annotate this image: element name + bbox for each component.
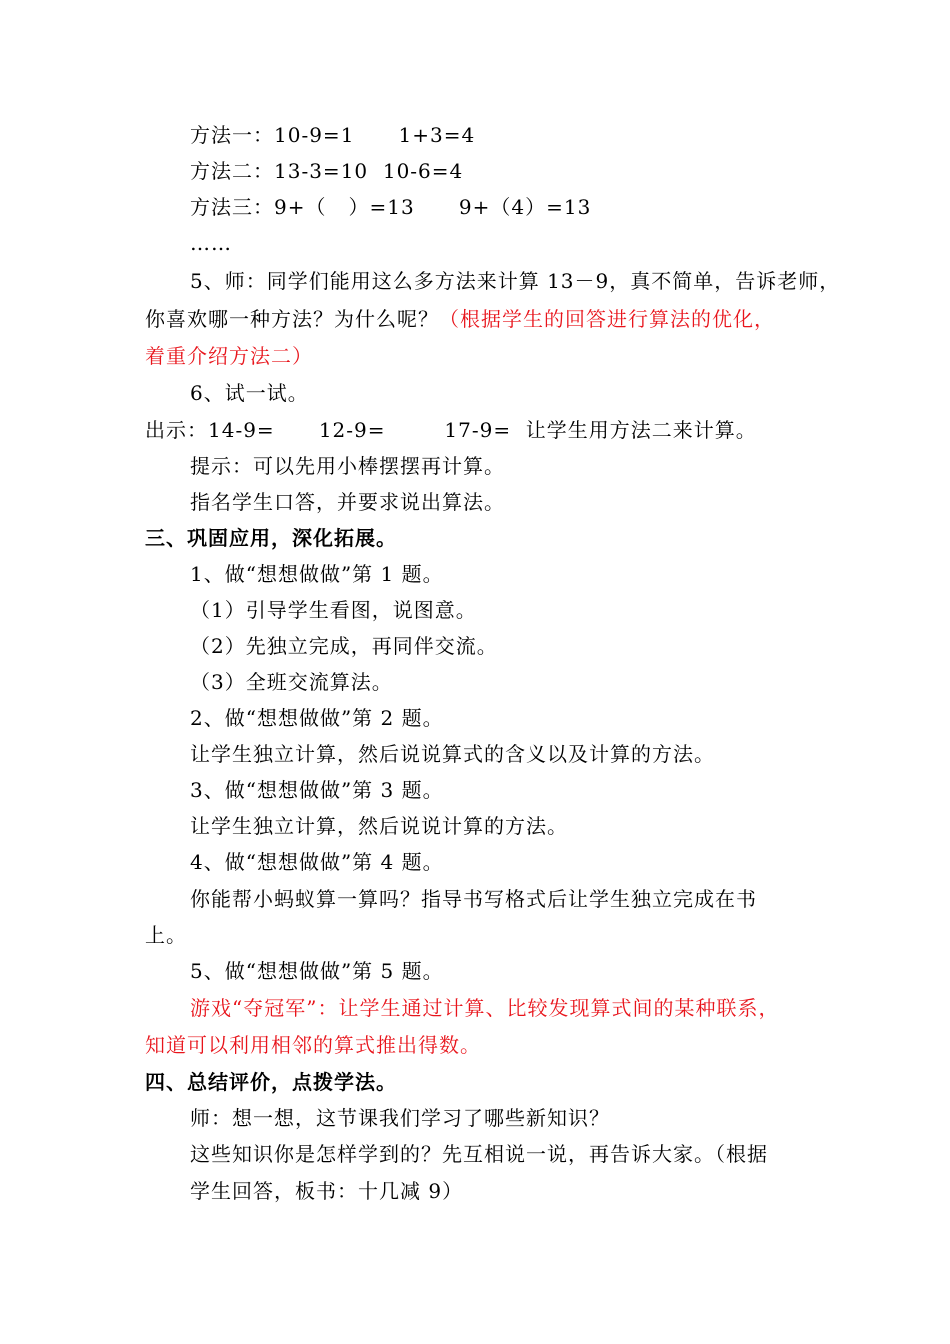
- question-line: [145, 306, 775, 332]
- exercise-2-line: 2、做“想想做做”第 2 题。: [190, 706, 444, 730]
- section-four-heading: 四、总结评价，点拨学法。: [145, 1070, 397, 1094]
- exercise-3-line: 3、做“想想做做”第 3 题。: [190, 778, 444, 802]
- game-line: 游戏“夺冠军”：让学生通过计算、比较发现算式间的某种联系，: [190, 996, 780, 1020]
- sub-step-2: （2）先独立完成，再同伴交流。: [190, 634, 498, 658]
- try-it-heading: 6、试一试。: [190, 381, 309, 405]
- method-one-line: 方法一：10-9=1 1+3=4: [190, 123, 476, 147]
- exercise-2-desc: 让学生独立计算，然后说说算式的含义以及计算的方法。: [190, 742, 715, 766]
- exercise-1-line: 1、做“想想做做”第 1 题。: [190, 562, 444, 586]
- game-line-cont: 知道可以利用相邻的算式推出得数。: [145, 1033, 481, 1057]
- sub-step-3: （3）全班交流算法。: [190, 670, 393, 694]
- exercise-5-line: 5、做“想想做做”第 5 题。: [190, 959, 444, 983]
- method-two-line: 方法二：13-3=10 10-6=4: [190, 159, 464, 183]
- question-text: 你喜欢哪一种方法？为什么呢？: [145, 307, 439, 331]
- teacher-remark-line: 5、师：同学们能用这么多方法来计算 13－9，真不简单，告诉老师，: [190, 269, 841, 293]
- oral-answer-line: 指名学生口答，并要求说出算法。: [190, 490, 505, 514]
- summary-discussion: 这些知识你是怎样学到的？先互相说一说，再告诉大家。（根据: [190, 1142, 768, 1166]
- ellipsis-line: ……: [190, 231, 232, 255]
- summary-question: 师：想一想，这节课我们学习了哪些新知识？: [190, 1106, 610, 1130]
- exercise-4-line: 4、做“想想做做”第 4 题。: [190, 850, 444, 874]
- exercise-show-line: 出示：14-9= 12-9= 17-9= 让学生用方法二来计算。: [145, 418, 757, 442]
- optimization-note-cont: 着重介绍方法二）: [145, 344, 313, 368]
- exercise-4-desc: 你能帮小蚂蚁算一算吗？指导书写格式后让学生独立完成在书: [190, 887, 757, 911]
- section-three-heading: 三、巩固应用，深化拓展。: [145, 526, 397, 550]
- summary-blackboard: 学生回答，板书：十几减 9）: [190, 1179, 464, 1203]
- method-three-line: 方法三：9+（ ）=13 9+（4）=13: [190, 195, 592, 219]
- hint-line: 提示：可以先用小棒摆摆再计算。: [190, 454, 505, 478]
- exercise-3-desc: 让学生独立计算，然后说说计算的方法。: [190, 814, 568, 838]
- sub-step-1: （1）引导学生看图，说图意。: [190, 598, 477, 622]
- optimization-note: （根据学生的回答进行算法的优化，: [439, 307, 775, 331]
- exercise-4-desc-cont: 上。: [145, 923, 187, 947]
